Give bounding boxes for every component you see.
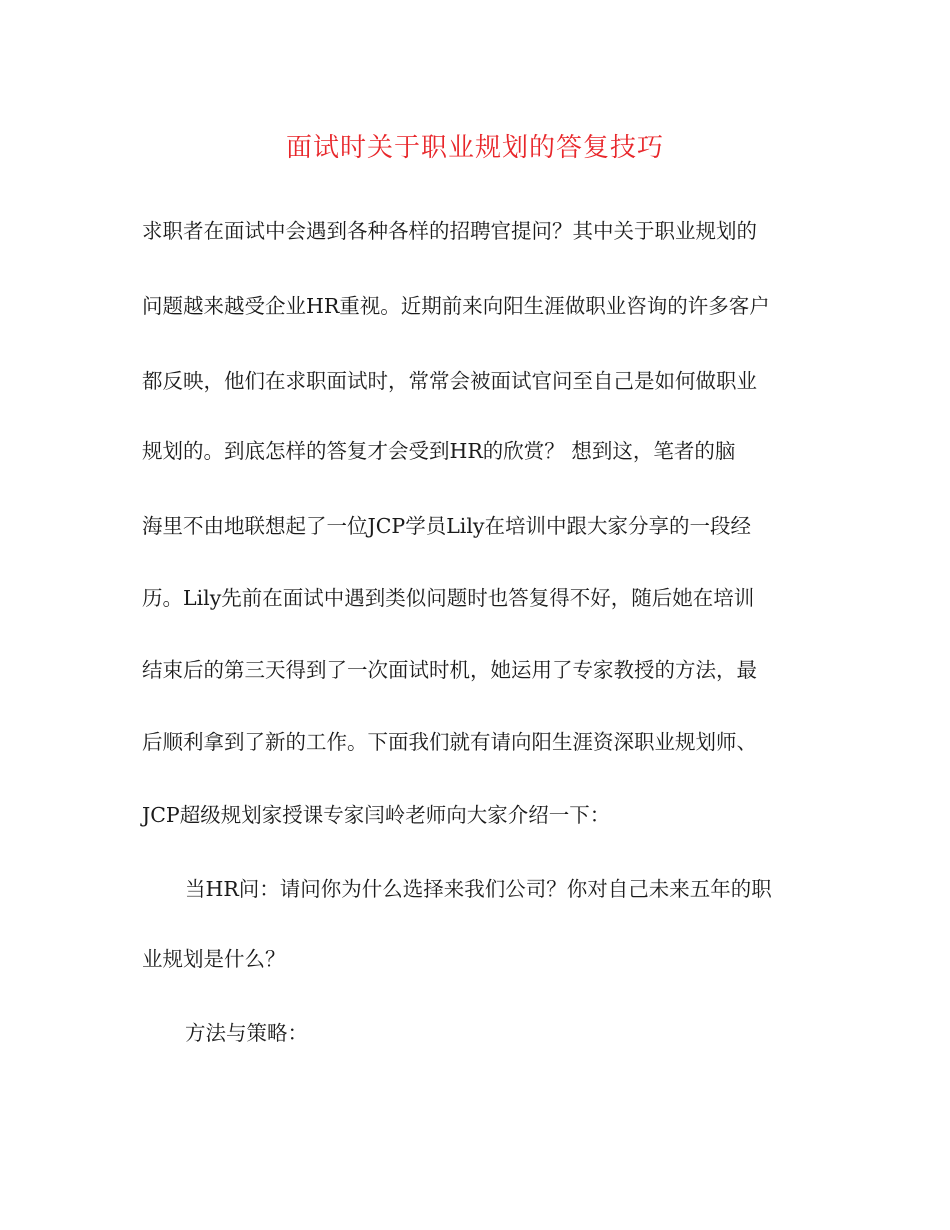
document-title: 面试时关于职业规划的答复技巧 xyxy=(285,133,664,163)
method-heading: 方法与策略： xyxy=(185,1021,308,1045)
paragraph-line: 后顺利拿到了新的工作。下面我们就有请向阳生涯资深职业规划师、 xyxy=(142,730,757,754)
paragraph-line: JCP超级规划家授课专家闫岭老师向大家介绍一下： xyxy=(142,803,611,827)
paragraph-line: 问题越来越受企业HR重视。近期前来向阳生涯做职业咨询的许多客户 xyxy=(142,294,770,318)
paragraph-line: 求职者在面试中会遇到各种各样的招聘官提问？其中关于职业规划的 xyxy=(142,219,757,243)
paragraph-line: 结束后的第三天得到了一次面试时机，她运用了专家教授的方法，最 xyxy=(142,658,757,682)
question-line: 业规划是什么？ xyxy=(142,947,286,971)
paragraph-line: 历。Lily先前在面试中遇到类似问题时也答复得不好，随后她在培训 xyxy=(142,586,755,610)
paragraph-line: 海里不由地联想起了一位JCP学员Lily在培训中跟大家分享的一段经 xyxy=(142,514,752,538)
question-line: 当HR问：请问你为什么选择来我们公司？你对自己未来五年的职 xyxy=(185,877,772,901)
paragraph-line: 都反映，他们在求职面试时，常常会被面试官问至自己是如何做职业 xyxy=(142,369,757,393)
paragraph-line: 规划的。到底怎样的答复才会受到HR的欣赏？ 想到这，笔者的脑 xyxy=(142,439,736,463)
